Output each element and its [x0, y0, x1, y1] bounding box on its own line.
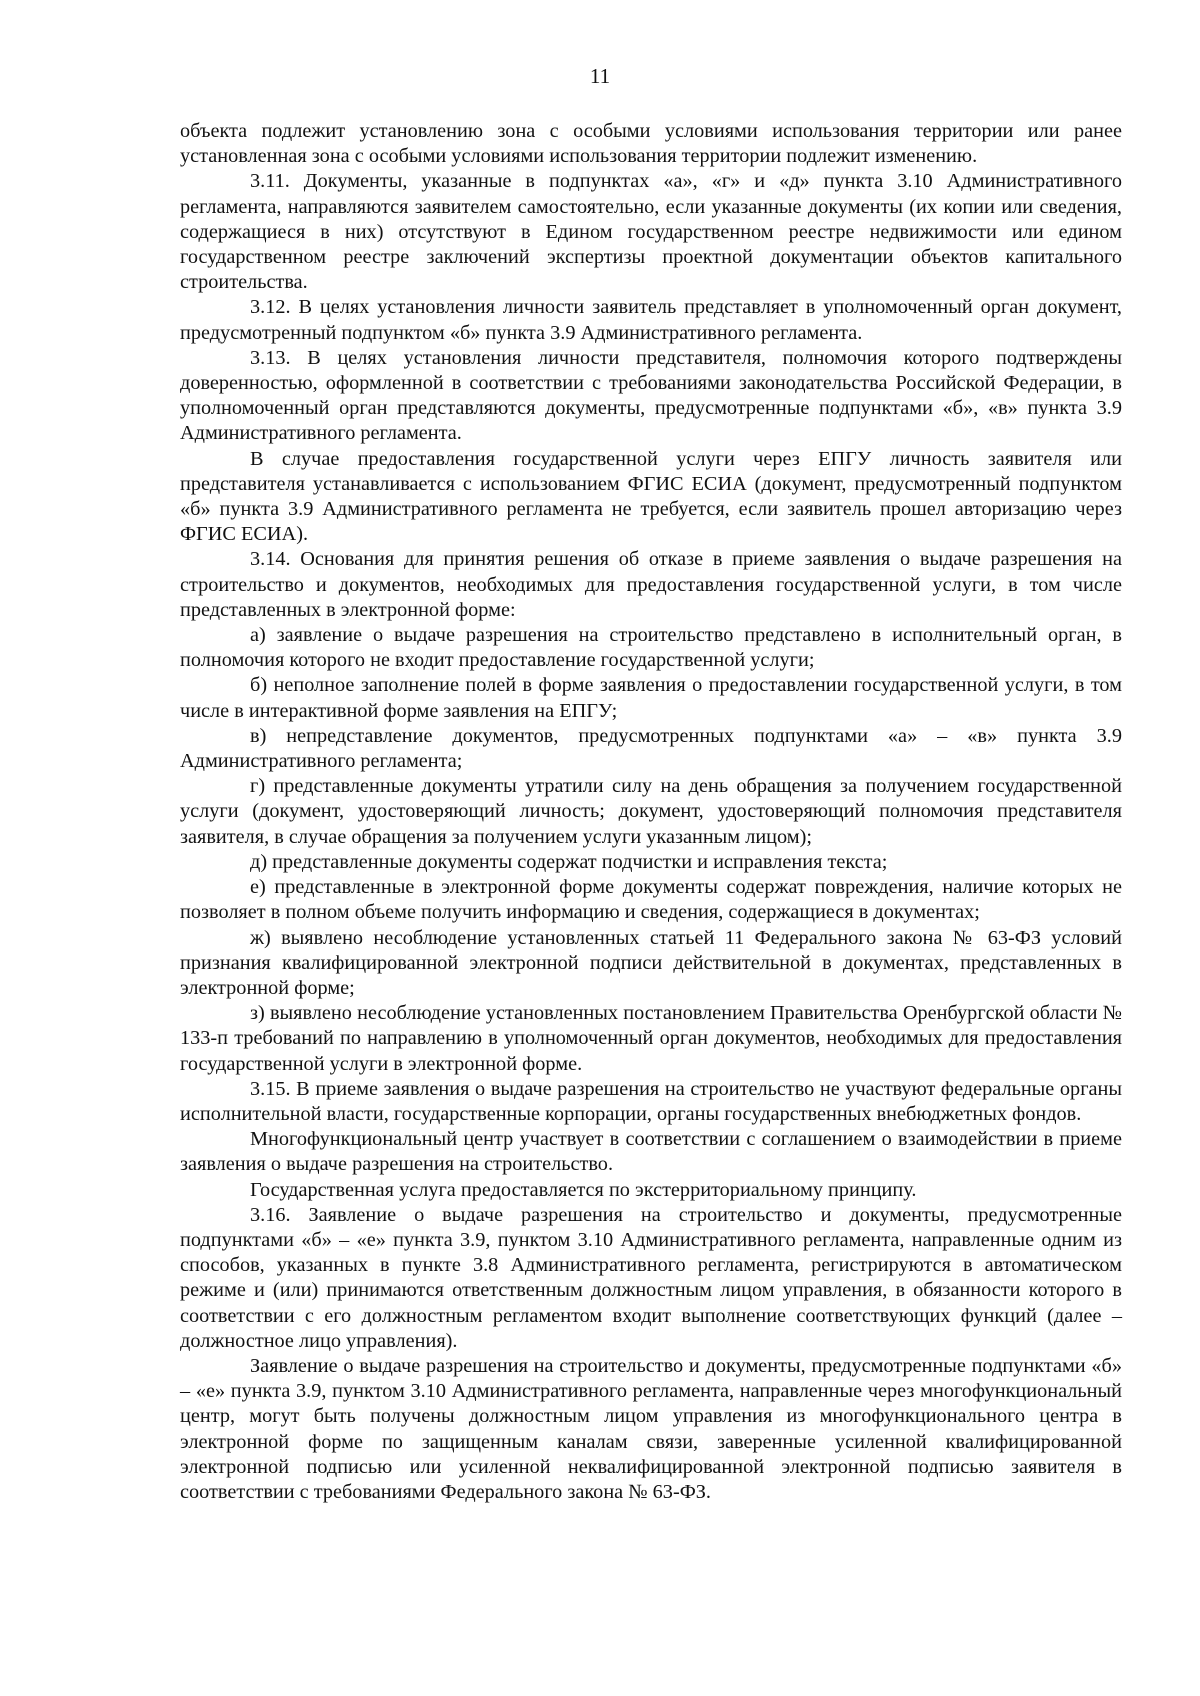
paragraph: 3.13. В целях установления личности представителя, полномочия которого подтверждены доверенностью, оформленной в соответствии с требованиями законодательства Российской Федерации, в уполномоченный орган представляются документы, предусмотренные подпунктами «б», «в» пункта 3.9 Административного регламента.	[180, 346, 1122, 445]
paragraph: з) выявлено несоблюдение установленных постановлением Правительства Оренбургской области № 133-п требований по направлению в уполномоченный орган документов, необходимых для предоставления государственной услуги в электронной форме.	[180, 1002, 1122, 1075]
page-number: 11	[589, 64, 611, 88]
document-body	[180, 119, 1122, 1505]
paragraph: б) неполное заполнение полей в форме заявления о предоставлении государственной услуги, в том числе в интерактивной форме заявления на ЕПГУ;	[180, 674, 1122, 722]
paragraph: Заявление о выдаче разрешения на строительство и документы, предусмотренные подпунктами «б» – «е» пункта 3.9, пунктом 3.10 Административного регламента, направленные через многофункциональный центр, могут быть получены должностным лицом управления из многофункционального центра в электронной форме по защищенным каналам связи, заверенные усиленной квалифицированной электронной подписью или усиленной неквалифицированной электронной подписью заявителя в соответствии с требованиями Федерального закона № 63-ФЗ.	[180, 1354, 1122, 1503]
paragraph: г) представленные документы утратили силу на день обращения за получением государственной услуги (документ, удостоверяющий личность; документ, удостоверяющий полномочия представителя заявителя, в случае обращения за получением услуги указанным лицом);	[180, 775, 1122, 848]
paragraph: Государственная услуга предоставляется по экстерриториальному принципу.	[250, 1178, 917, 1201]
paragraph: 3.12. В целях установления личности заявитель представляет в уполномоченный орган документ, предусмотренный подпунктом «б» пункта 3.9 Административного регламента.	[180, 296, 1122, 344]
paragraph: а) заявление о выдаче разрешения на строительство представлено в исполнительный орган, в полномочия которого не входит предоставление государственной услуги;	[180, 624, 1122, 672]
paragraph: объекта подлежит установлению зона с особыми условиями использования территории или ранее установленная зона с особыми условиями использования территории подлежит изменению.	[180, 120, 1122, 168]
paragraph: 3.14. Основания для принятия решения об отказе в приеме заявления о выдаче разрешения на строительство и документов, необходимых для предоставления государственной услуги, в том числе представленных в электронной форме:	[180, 548, 1122, 621]
paragraph: ж) выявлено несоблюдение установленных статьей 11 Федерального закона № 63-ФЗ условий признания квалифицированной электронной подписи действительной в документах, представленных в электронной форме;	[180, 926, 1122, 999]
paragraph: В случае предоставления государственной услуги через ЕПГУ личность заявителя или представителя устанавливается с использованием ФГИС ЕСИА (документ, предусмотренный подпунктом «б» пункта 3.9 Административного регламента не требуется, если заявитель прошел авторизацию через ФГИС ЕСИА).	[180, 447, 1122, 546]
paragraph: Многофункциональный центр участвует в соответствии с соглашением о взаимодействии в приеме заявления о выдаче разрешения на строительство.	[180, 1128, 1122, 1176]
paragraph: е) представленные в электронной форме документы содержат повреждения, наличие которых не позволяет в полном объеме получить информацию и сведения, содержащиеся в документах;	[180, 876, 1122, 924]
paragraph: 3.15. В приеме заявления о выдаче разрешения на строительство не участвуют федеральные органы исполнительной власти, государственные корпорации, органы государственных внебюджетных фондов.	[180, 1077, 1122, 1125]
paragraph: в) непредставление документов, предусмотренных подпунктами «а» – «в» пункта 3.9 Административного регламента;	[180, 724, 1122, 773]
paragraph: 3.16. Заявление о выдаче разрешения на строительство и документы, предусмотренные подпунктами «б» – «е» пункта 3.9, пунктом 3.10 Административного регламента, направленные одним из способов, указанных в пункте 3.8 Административного регламента, регистрируются в автоматическом режиме и (или) принимаются ответственным должностным лицом управления, в обязанности которого в соответствии с его должностным регламентом входит выполнение соответствующих функций (далее – должностное лицо управления).	[180, 1203, 1122, 1352]
paragraph: 3.11. Документы, указанные в подпунктах «а», «г» и «д» пункта 3.10 Административного регламента, направляются заявителем самостоятельно, если указанные документы (их копии или сведения, содержащиеся в них) отсутствуют в Едином государственном реестре недвижимости или едином государственном реестре заключений экспертизы проектной документации объектов капитального строительства.	[180, 170, 1122, 294]
paragraph: д) представленные документы содержат подчистки и исправления текста;	[250, 850, 888, 873]
